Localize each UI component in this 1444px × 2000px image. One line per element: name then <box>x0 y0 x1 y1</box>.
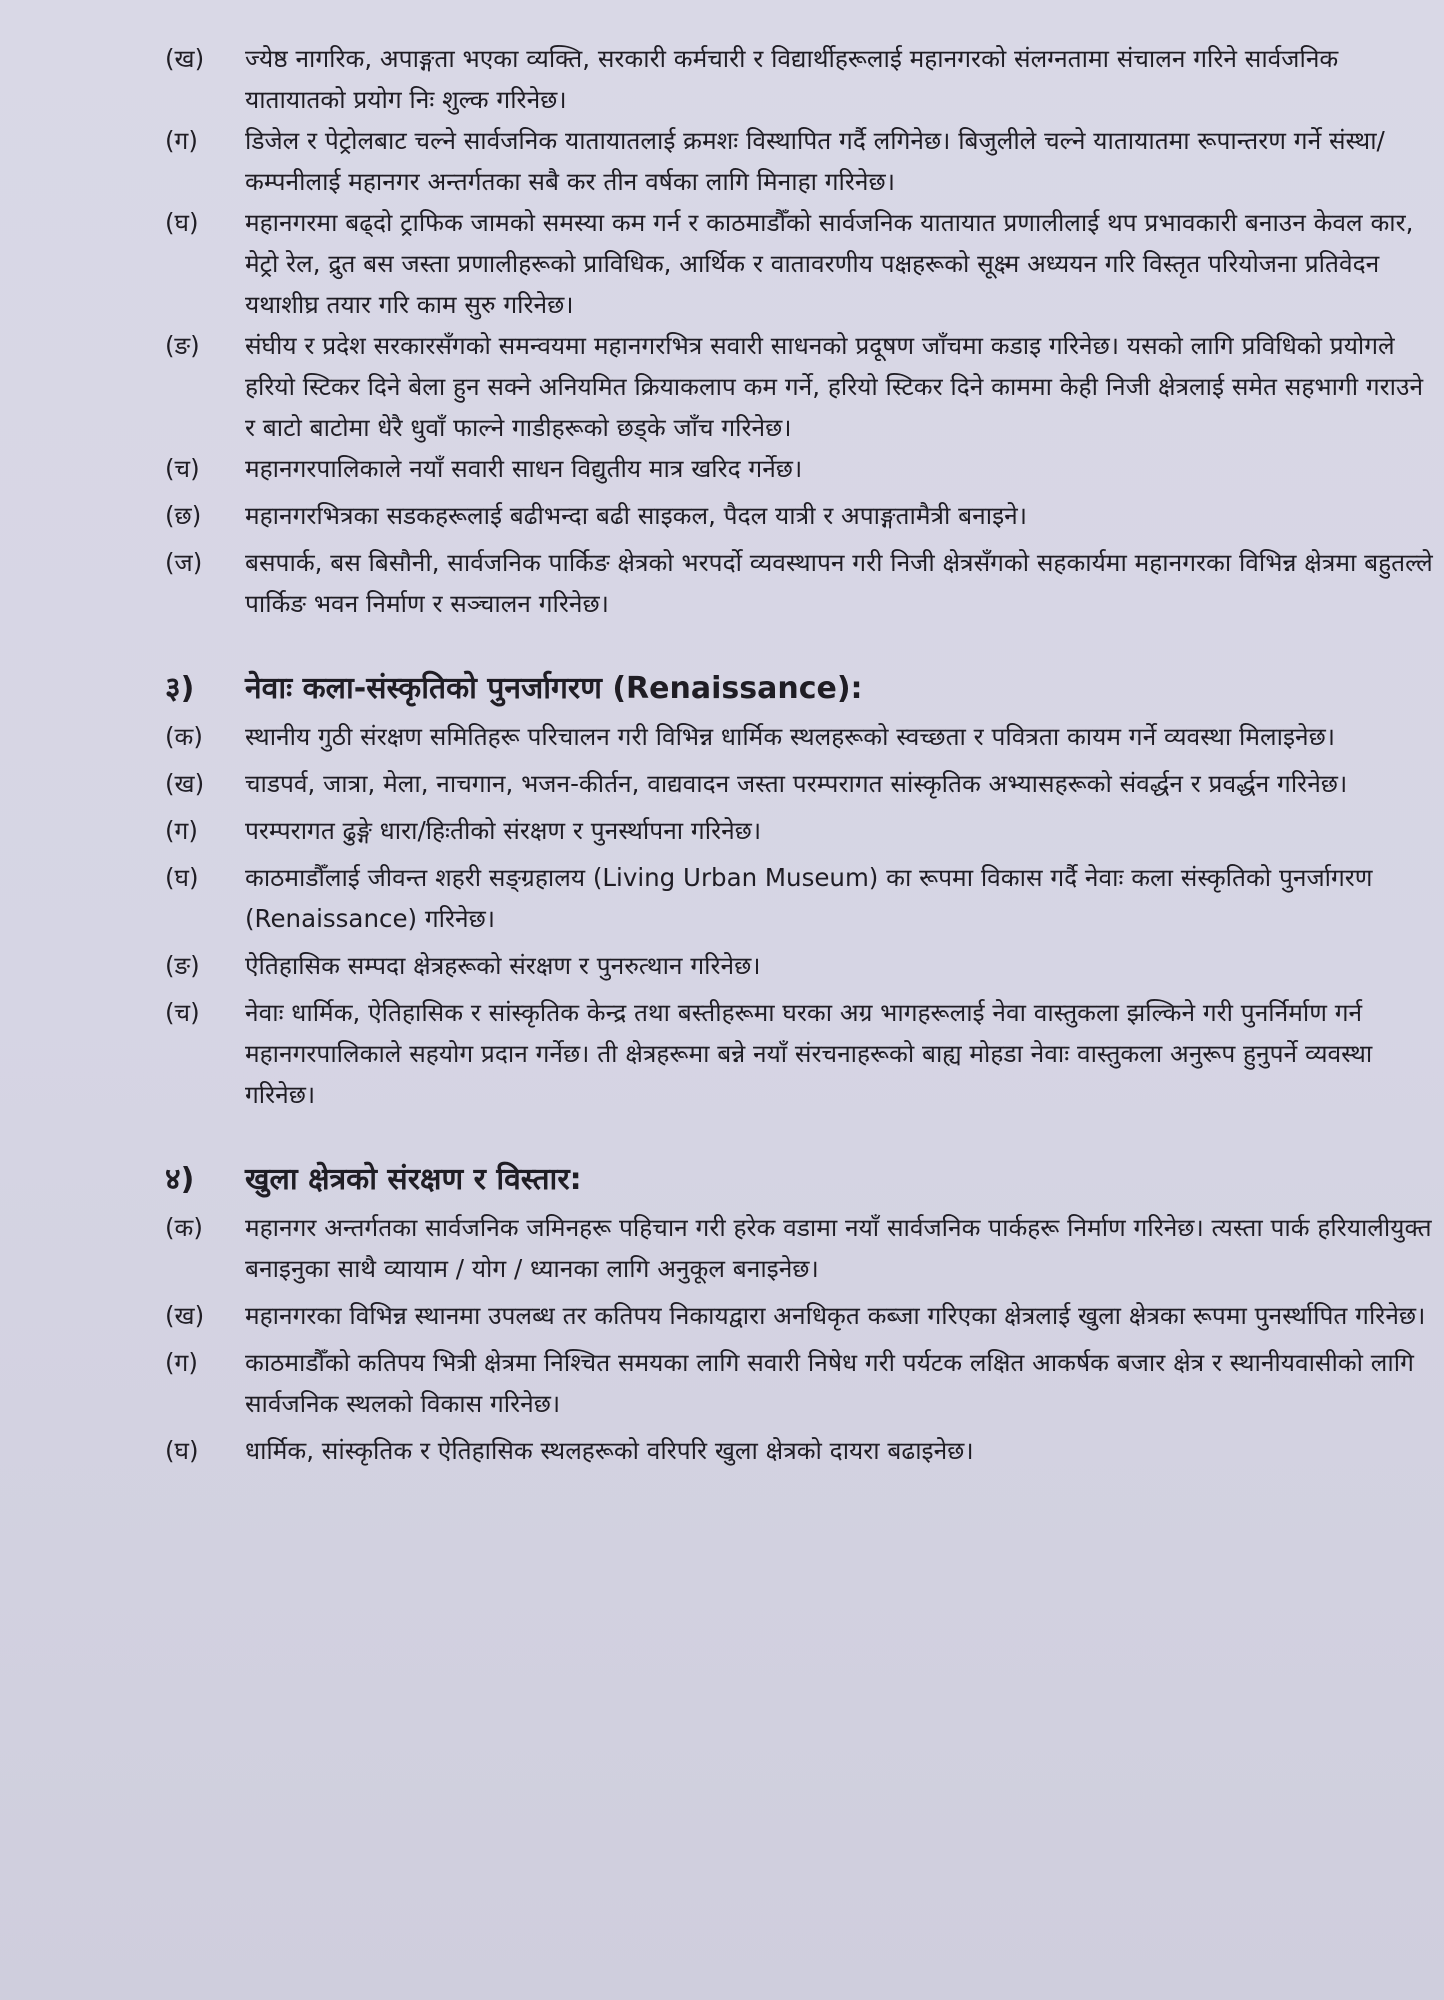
item-marker: (च) <box>165 454 200 483</box>
item-text: महानगरमा बढ्दो ट्राफिक जामको समस्या कम गर्न र काठमाडौँको सार्वजनिक यातायात प्रणालीलाई थप प्रभावकारी बनाउन केवल कार, मेट्रो रेल, द्रुत बस जस्ता प्रणालीहरूको प्राविधिक, आर्थिक र वातावरणीय पक्षहरूको सूक्ष्म अध्ययन गरि विस्तृत परियोजना प्रतिवेदन यथाशीघ्र तयार गरि काम सुरु गरिनेछ। <box>245 208 1414 319</box>
section-number: ३) <box>165 671 195 706</box>
item-marker: (ख) <box>165 44 205 73</box>
item-marker: (ङ) <box>165 951 200 980</box>
item-text: परम्परागत ढुङ्गे धारा/हिःतीको संरक्षण र पुनर्स्थापना गरिनेछ। <box>245 816 762 845</box>
item-text: महानगरका विभिन्न स्थानमा उपलब्ध तर कतिपय निकायद्वारा अनधिकृत कब्जा गरिएका क्षेत्रलाई खुला क्षेत्रका रूपमा पुनर्स्थापित गरिनेछ। <box>245 1301 1426 1330</box>
list-item <box>165 1430 1435 1471</box>
item-marker: (ङ) <box>165 331 200 360</box>
item-text: चाडपर्व, जात्रा, मेला, नाचगान, भजन-कीर्तन, वाद्यवादन जस्ता परम्परागत सांस्कृतिक अभ्यासहरूको संवर्द्धन र प्रवर्द्धन गरिनेछ। <box>245 769 1348 798</box>
item-text: स्थानीय गुठी संरक्षण समितिहरू परिचालन गरी विभिन्न धार्मिक स्थलहरूको स्वच्छता र पवित्रता कायम गर्ने व्यवस्था मिलाइनेछ। <box>245 722 1336 751</box>
section-title: नेवाः कला-संस्कृतिको पुनर्जागरण (Renaissance): <box>245 671 863 706</box>
item-marker: (ग) <box>165 126 198 155</box>
item-marker: (छ) <box>165 501 202 530</box>
item-text: महानगरपालिकाले नयाँ सवारी साधन विद्युतीय मात्र खरिद गर्नेछ। <box>245 454 803 483</box>
list-item <box>165 763 1435 804</box>
item-text: ऐतिहासिक सम्पदा क्षेत्रहरूको संरक्षण र पुनरुत्थान गरिनेछ। <box>245 951 761 980</box>
section-title: खुला क्षेत्रको संरक्षण र विस्तार: <box>245 1162 582 1197</box>
list-item <box>165 120 1435 202</box>
item-marker: (क) <box>165 1213 203 1242</box>
item-text: काठमाडौँको कतिपय भित्री क्षेत्रमा निश्चित समयका लागि सवारी निषेध गरी पर्यटक लक्षित आकर्षक बजार क्षेत्र र स्थानीयवासीको लागि सार्वजनिक स्थलको विकास गरिनेछ। <box>245 1348 1414 1418</box>
item-text: बसपार्क, बस बिसौनी, सार्वजनिक पार्किङ क्षेत्रको भरपर्दो व्यवस्थापन गरी निजी क्षेत्रसँगको सहकार्यमा महानगरका विभिन्न क्षेत्रमा बहुतल्ले पार्किङ भवन निर्माण र सञ्चालन गरिनेछ। <box>245 548 1433 618</box>
item-text: काठमाडौँलाई जीवन्त शहरी सङ्ग्रहालय (Living Urban Museum) का रूपमा विकास गर्दै नेवाः कला संस्कृतिको पुनर्जागरण (Renaissance) गरिनेछ। <box>245 863 1373 933</box>
item-marker: (क) <box>165 722 203 751</box>
item-text: डिजेल र पेट्रोलबाट चल्ने सार्वजनिक यातायातलाई क्रमशः विस्थापित गर्दै लगिनेछ। बिजुलीले चल्ने यातायातमा रूपान्तरण गर्ने संस्था/कम्पनीलाई महानगर अन्तर्गतका सबै कर तीन वर्षका लागि मिनाहा गरिनेछ। <box>245 126 1385 196</box>
item-marker: (घ) <box>165 208 199 237</box>
item-text: नेवाः धार्मिक, ऐतिहासिक र सांस्कृतिक केन्द्र तथा बस्तीहरूमा घरका अग्र भागहरूलाई नेवा वास्तुकला झल्किने गरी पुनर्निर्माण गर्न महानगरपालिकाले सहयोग प्रदान गर्नेछ। ती क्षेत्रहरूमा बन्ने नयाँ संरचनाहरूको बाह्य मोहडा नेवाः वास्तुकला अनुरूप हुनुपर्ने व्यवस्था गरिनेछ। <box>245 998 1373 1109</box>
list-item <box>165 945 1435 986</box>
list-item <box>165 1295 1435 1336</box>
list-item <box>165 542 1435 624</box>
section-number: ४) <box>165 1162 195 1197</box>
list-item <box>165 1207 1435 1289</box>
item-text: ज्येष्ठ नागरिक, अपाङ्गता भएका व्यक्ति, सरकारी कर्मचारी र विद्यार्थीहरूलाई महानगरको संलग्नतामा संचालन गरिने सार्वजनिक यातायातको प्रयोग निः शुल्क गरिनेछ। <box>245 44 1339 114</box>
item-marker: (ज) <box>165 548 203 577</box>
list-item <box>165 716 1435 757</box>
item-text: धार्मिक, सांस्कृतिक र ऐतिहासिक स्थलहरूको वरिपरि खुला क्षेत्रको दायरा बढाइनेछ। <box>245 1436 974 1465</box>
item-marker: (घ) <box>165 863 199 892</box>
section-heading <box>165 1157 1365 1203</box>
list-item <box>165 38 1435 120</box>
list-item <box>165 448 1435 489</box>
item-marker: (ग) <box>165 1348 198 1377</box>
list-item <box>165 202 1435 325</box>
item-marker: (ख) <box>165 1301 205 1330</box>
item-text: महानगरभित्रका सडकहरूलाई बढीभन्दा बढी साइकल, पैदल यात्री र अपाङ्गतामैत्री बनाइने। <box>245 501 1027 530</box>
section-heading <box>165 666 1365 712</box>
list-item <box>165 810 1435 851</box>
list-item <box>165 325 1435 448</box>
item-marker: (ग) <box>165 816 198 845</box>
list-item <box>165 992 1435 1115</box>
item-marker: (घ) <box>165 1436 199 1465</box>
list-item <box>165 495 1435 536</box>
list-item <box>165 1342 1435 1424</box>
item-text: संघीय र प्रदेश सरकारसँगको समन्वयमा महानगरभित्र सवारी साधनको प्रदूषण जाँचमा कडाइ गरिनेछ। यसको लागि प्रविधिको प्रयोगले हरियो स्टिकर दिने बेला हुन सक्ने अनियमित क्रियाकलाप कम गर्ने, हरियो स्टिकर दिने काममा केही निजी क्षेत्रलाई समेत सहभागी गराउने र बाटो बाटोमा धेरै धुवाँ फाल्ने गाडीहरूको छड्के जाँच गरिनेछ। <box>245 331 1424 442</box>
item-marker: (ख) <box>165 769 205 798</box>
item-text: महानगर अन्तर्गतका सार्वजनिक जमिनहरू पहिचान गरी हरेक वडामा नयाँ सार्वजनिक पार्कहरू निर्माण गरिनेछ। त्यस्ता पार्क हरियालीयुक्त बनाइनुका साथै व्यायाम / योग / ध्यानका लागि अनुकूल बनाइनेछ। <box>245 1213 1432 1283</box>
list-item <box>165 857 1435 939</box>
item-marker: (च) <box>165 998 200 1027</box>
